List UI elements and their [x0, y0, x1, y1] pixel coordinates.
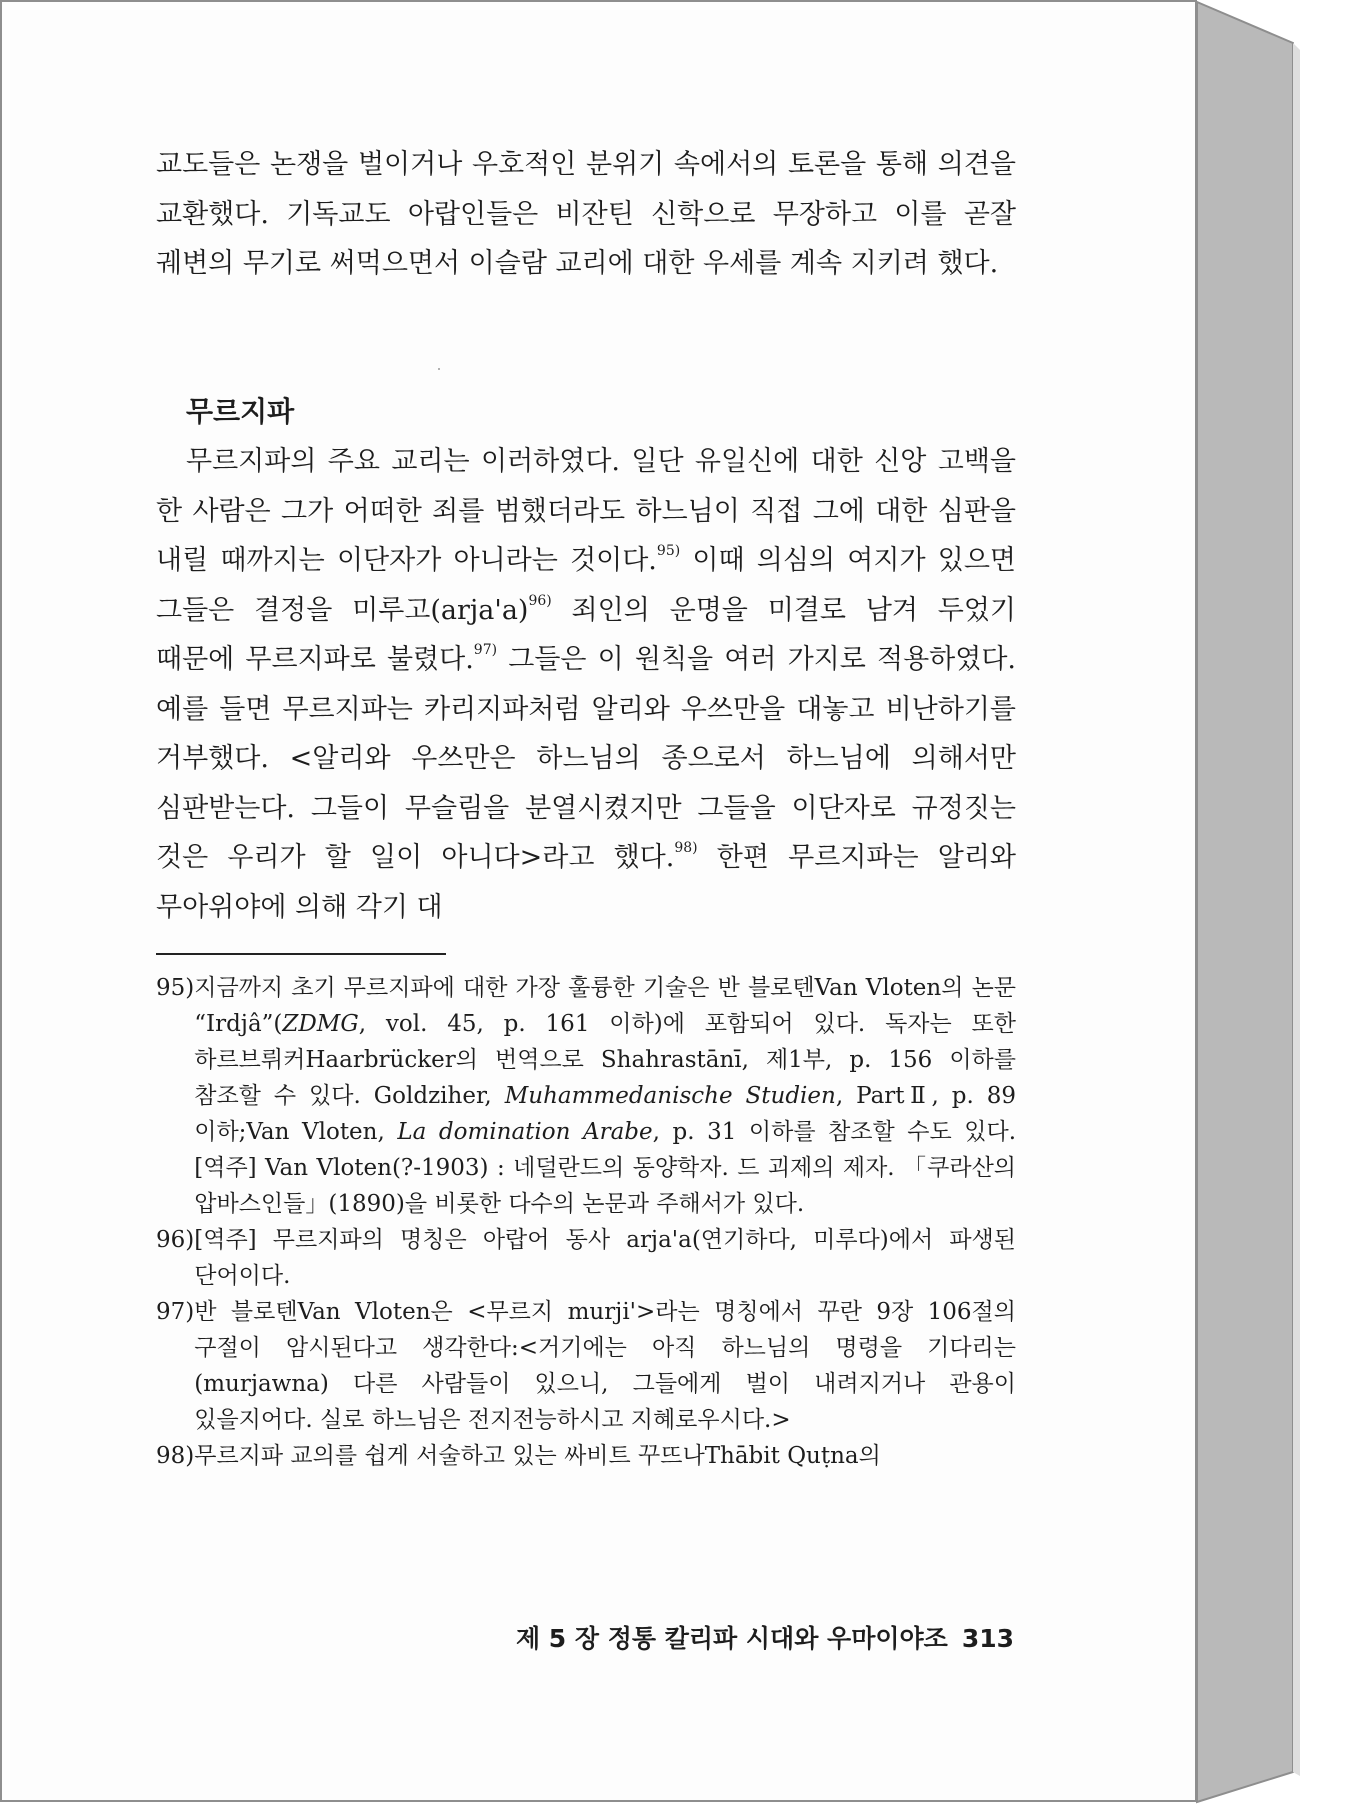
footnote-95-text-c: , PartⅡ, p. 89 이하;Van Vloten,	[194, 1083, 1016, 1145]
footnote-number: 98)	[156, 1443, 195, 1469]
footnote-95-book-title-2: La domination Arabe	[397, 1119, 653, 1145]
section-heading: 무르지파	[186, 395, 295, 428]
footnote-98	[156, 1438, 1016, 1474]
book-edge-shadow	[1293, 43, 1300, 1776]
section-paragraph	[156, 437, 1016, 932]
footnote-number: 95)	[156, 975, 195, 1001]
footnote-95-book-title-1: Muhammedanische Studien	[504, 1083, 836, 1109]
footnote-separator	[156, 953, 446, 955]
footnote-95-journal-title: ZDMG	[282, 1011, 359, 1037]
footnote-ref-98[interactable]: 98)	[674, 840, 698, 856]
paragraph-text-part-5: 한편 무르지파는 알리와 무아위야에 의해 각기 대	[156, 842, 1016, 923]
paragraph-text-part-2: 이때 의심의 여지가 있으면 그들은 결정을 미루고(arja'a)	[156, 545, 1017, 626]
running-footer	[484, 1619, 1014, 1655]
book-edge-face	[1197, 2, 1293, 1802]
footnote-97	[156, 1294, 1016, 1438]
chapter-title: 제 5 장 정통 칼리파 시대와 우마이야조	[515, 1624, 948, 1653]
footnote-ref-96[interactable]: 96)	[528, 592, 552, 609]
section-body	[156, 437, 1016, 932]
footnote-ref-95[interactable]: 95)	[656, 543, 681, 559]
footnote-text	[194, 970, 1016, 1222]
paragraph-text-part-1: 무르지파의 주요 교리는 이러하였다. 일단 유일신에 대한 신앙 고백을 한 사람은 그가 어떠한 죄를 범했더라도 하느님이 직접 그에 대한 심판을 내릴 때까지는 이단자가 아니라는 것이다.	[156, 446, 1016, 576]
footnote-number: 97)	[156, 1299, 195, 1325]
page-number: 313	[961, 1624, 1014, 1653]
footnote-number: 96)	[156, 1227, 195, 1253]
footnotes-section	[156, 970, 1016, 1474]
footnote-text: [역주] 무르지파의 명칭은 아랍어 동사 arja'a(연기하다, 미루다)에서 파생된 단어이다.	[194, 1227, 1016, 1289]
footnote-95-text-b: , vol. 45, p. 161 이하)에 포함되어 있다. 독자는 또한 하르브뤼커Haarbrücker의 번역으로 Shahrastānī, 제1부, p. 156 이하를 참조할 수 있다. Goldziher,	[194, 1011, 1016, 1109]
footnote-96	[156, 1222, 1016, 1294]
footnote-text: 반 블로텐Van Vloten은 <무르지 murji'>라는 명칭에서 꾸란 9장 106절의 구절이 암시된다고 생각한다:<거기에는 아직 하느님의 명령을 기다리는(murjawna) 다른 사람들이 있으니, 그들에게 벌이 내려지거나 관용이 있을지어다. 실로 하느님은 전지전능하시고 지혜로우시다.>	[194, 1299, 1016, 1433]
paragraph-text-part-3: 죄인의 운명을 미결로 남겨 두었기 때문에 무르지파로 불렸다.	[156, 594, 1016, 675]
footnote-text: 무르지파 교의를 쉽게 서술하고 있는 싸비트 꾸뜨나Thābit Quṭna의	[194, 1443, 881, 1469]
footnote-95-text-a: 지금까지 초기 무르지파에 대한 가장 훌륭한 기술은 반 블로텐Van Vloten의 논문 “Irdjâ”(	[194, 975, 1016, 1037]
footnote-95-text-d: , p. 31 이하를 참조할 수도 있다. [역주] Van Vloten(?-1903) : 네덜란드의 동양학자. 드 괴제의 제자. 「쿠라산의 압바스인들」(1890)을 비롯한 다수의 논문과 주해서가 있다.	[194, 1119, 1017, 1217]
intro-paragraph: 교도들은 논쟁을 벌이거나 우호적인 분위기 속에서의 토론을 통해 의견을 교환했다. 기독교도 아랍인들은 비잔틴 신학으로 무장하고 이를 곧잘 궤변의 무기로 써먹으면서 이슬람 교리에 대한 우세를 계속 지키려 했다.	[156, 149, 1016, 279]
footnote-95	[156, 970, 1016, 1222]
intro-text-block	[156, 140, 1016, 338]
footnote-ref-97[interactable]: 97)	[473, 642, 498, 658]
scan-speck	[438, 368, 440, 370]
paragraph-text-part-4: 그들은 이 원칙을 여러 가지로 적용하였다. 예를 들면 무르지파는 카리지파처럼 알리와 우쓰만을 대놓고 비난하기를 거부했다. <알리와 우쓰만은 하느님의 종으로서 하느님에 의해서만 심판받는다. 그들이 무슬림을 분열시켰지만 그들을 이단자로 규정짓는 것은 우리가 할 일이 아니다>라고 했다.	[156, 644, 1016, 873]
